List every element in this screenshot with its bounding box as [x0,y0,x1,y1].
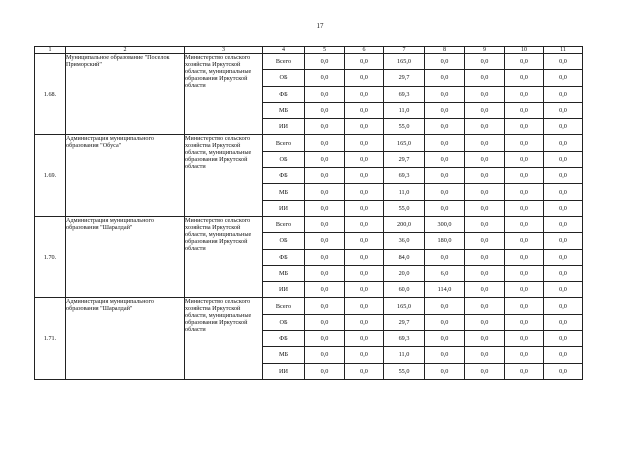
value-cell: 0,0 [305,184,345,200]
value-cell: 0,0 [544,200,583,216]
value-cell: 0,0 [345,265,384,281]
value-cell: 0,0 [505,135,544,151]
value-cell: 0,0 [425,331,465,347]
value-cell: 165,0 [384,298,425,314]
table-row [35,216,583,232]
value-cell: 0,0 [345,70,384,86]
value-cell: 0,0 [505,119,544,135]
column-number-row [35,47,583,54]
funding-source: ФБ [263,249,305,265]
value-cell: 0,0 [345,86,384,102]
value-cell: 0,0 [505,86,544,102]
value-cell: 0,0 [505,70,544,86]
funding-source: ФБ [263,168,305,184]
entry-name: Администрация муниципального образования "Обуса" [66,135,185,216]
entry-executor: Министерство сельского хозяйства Иркутской области, муниципальные образования Иркутской области [185,298,263,379]
value-cell: 0,0 [305,249,345,265]
column-number: 2 [66,47,185,54]
value-cell: 0,0 [544,282,583,298]
column-number: 7 [384,47,425,54]
entry-executor: Министерство сельского хозяйства Иркутской области, муниципальные образования Иркутской области [185,216,263,297]
value-cell: 0,0 [345,102,384,118]
value-cell: 0,0 [465,331,505,347]
value-cell: 0,0 [465,265,505,281]
value-cell: 0,0 [305,298,345,314]
funding-source: ОБ [263,314,305,330]
value-cell: 0,0 [345,314,384,330]
value-cell: 0,0 [544,184,583,200]
value-cell: 55,0 [384,363,425,379]
value-cell: 0,0 [345,168,384,184]
funding-source: Всего [263,135,305,151]
value-cell: 0,0 [425,200,465,216]
value-cell: 0,0 [544,314,583,330]
value-cell: 29,7 [384,70,425,86]
value-cell: 0,0 [305,200,345,216]
value-cell: 11,0 [384,347,425,363]
value-cell: 0,0 [345,184,384,200]
value-cell: 0,0 [345,282,384,298]
column-number: 6 [345,47,384,54]
table-row [35,298,583,314]
value-cell: 6,0 [425,265,465,281]
value-cell: 0,0 [544,151,583,167]
value-cell: 0,0 [425,151,465,167]
value-cell: 0,0 [305,216,345,232]
funding-source: ИИ [263,119,305,135]
value-cell: 0,0 [505,216,544,232]
value-cell: 0,0 [305,70,345,86]
value-cell: 300,0 [425,216,465,232]
value-cell: 0,0 [345,331,384,347]
value-cell: 0,0 [544,331,583,347]
value-cell: 0,0 [465,200,505,216]
value-cell: 0,0 [425,102,465,118]
value-cell: 0,0 [465,314,505,330]
value-cell: 0,0 [425,86,465,102]
value-cell: 0,0 [305,314,345,330]
value-cell: 0,0 [425,249,465,265]
value-cell: 20,0 [384,265,425,281]
value-cell: 0,0 [305,265,345,281]
value-cell: 11,0 [384,184,425,200]
funding-source: МБ [263,102,305,118]
value-cell: 0,0 [505,363,544,379]
value-cell: 0,0 [425,119,465,135]
value-cell: 0,0 [305,54,345,70]
value-cell: 0,0 [544,54,583,70]
entry-executor: Министерство сельского хозяйства Иркутской области, муниципальные образования Иркутской области [185,135,263,216]
value-cell: 55,0 [384,200,425,216]
value-cell: 0,0 [505,151,544,167]
value-cell: 0,0 [465,135,505,151]
value-cell: 0,0 [505,54,544,70]
value-cell: 0,0 [305,119,345,135]
funding-source: ОБ [263,151,305,167]
column-number: 5 [305,47,345,54]
value-cell: 29,7 [384,151,425,167]
value-cell: 0,0 [425,347,465,363]
column-number: 4 [263,47,305,54]
value-cell: 0,0 [425,363,465,379]
value-cell: 0,0 [345,200,384,216]
value-cell: 84,0 [384,249,425,265]
value-cell: 0,0 [465,249,505,265]
funding-source: ОБ [263,70,305,86]
value-cell: 0,0 [465,347,505,363]
value-cell: 0,0 [505,200,544,216]
value-cell: 0,0 [544,347,583,363]
column-number: 11 [544,47,583,54]
value-cell: 0,0 [544,233,583,249]
value-cell: 114,0 [425,282,465,298]
value-cell: 0,0 [505,168,544,184]
funding-source: Всего [263,298,305,314]
value-cell: 69,3 [384,86,425,102]
value-cell: 0,0 [544,168,583,184]
column-number: 3 [185,47,263,54]
value-cell: 0,0 [465,102,505,118]
value-cell: 0,0 [305,151,345,167]
value-cell: 0,0 [465,70,505,86]
table-body [35,54,583,380]
value-cell: 0,0 [425,54,465,70]
funding-source: ИИ [263,363,305,379]
value-cell: 36,0 [384,233,425,249]
value-cell: 0,0 [544,216,583,232]
entry-index: 1.69. [35,135,66,216]
value-cell: 0,0 [345,151,384,167]
value-cell: 69,3 [384,168,425,184]
value-cell: 0,0 [305,233,345,249]
entry-name: Администрация муниципального образования "Шаралдай" [66,298,185,379]
value-cell: 0,0 [305,347,345,363]
value-cell: 0,0 [425,298,465,314]
value-cell: 0,0 [505,347,544,363]
value-cell: 0,0 [505,233,544,249]
value-cell: 0,0 [544,363,583,379]
value-cell: 0,0 [425,135,465,151]
value-cell: 0,0 [345,298,384,314]
page-number: 17 [316,22,324,30]
value-cell: 0,0 [345,249,384,265]
value-cell: 180,0 [425,233,465,249]
value-cell: 0,0 [305,102,345,118]
value-cell: 69,3 [384,331,425,347]
value-cell: 0,0 [465,86,505,102]
value-cell: 0,0 [465,216,505,232]
value-cell: 0,0 [425,168,465,184]
program-table [34,46,583,380]
value-cell: 200,0 [384,216,425,232]
value-cell: 0,0 [465,151,505,167]
value-cell: 0,0 [305,168,345,184]
value-cell: 0,0 [544,249,583,265]
entry-index: 1.71. [35,298,66,379]
column-number: 8 [425,47,465,54]
funding-source: МБ [263,265,305,281]
value-cell: 0,0 [505,184,544,200]
value-cell: 11,0 [384,102,425,118]
value-cell: 0,0 [544,102,583,118]
value-cell: 0,0 [425,184,465,200]
table-row [35,54,583,70]
value-cell: 0,0 [505,331,544,347]
column-number: 1 [35,47,66,54]
funding-source: Всего [263,54,305,70]
value-cell: 0,0 [465,168,505,184]
value-cell: 0,0 [345,363,384,379]
entry-index: 1.68. [35,54,66,135]
value-cell: 0,0 [345,119,384,135]
funding-source: МБ [263,347,305,363]
value-cell: 0,0 [305,363,345,379]
value-cell: 0,0 [465,298,505,314]
value-cell: 29,7 [384,314,425,330]
value-cell: 0,0 [544,119,583,135]
value-cell: 0,0 [305,135,345,151]
value-cell: 0,0 [305,331,345,347]
value-cell: 0,0 [305,86,345,102]
value-cell: 0,0 [505,249,544,265]
value-cell: 0,0 [345,135,384,151]
value-cell: 165,0 [384,135,425,151]
value-cell: 0,0 [505,102,544,118]
value-cell: 0,0 [345,233,384,249]
value-cell: 0,0 [345,54,384,70]
value-cell: 165,0 [384,54,425,70]
value-cell: 0,0 [544,86,583,102]
funding-source: ФБ [263,86,305,102]
value-cell: 0,0 [465,54,505,70]
value-cell: 0,0 [465,282,505,298]
value-cell: 60,0 [384,282,425,298]
value-cell: 0,0 [505,282,544,298]
value-cell: 0,0 [544,265,583,281]
value-cell: 0,0 [505,314,544,330]
value-cell: 55,0 [384,119,425,135]
value-cell: 0,0 [425,70,465,86]
value-cell: 0,0 [305,282,345,298]
funding-source: ФБ [263,331,305,347]
value-cell: 0,0 [465,119,505,135]
funding-source: ИИ [263,200,305,216]
value-cell: 0,0 [345,216,384,232]
value-cell: 0,0 [345,347,384,363]
funding-source: ОБ [263,233,305,249]
entry-name: Администрация муниципального образования "Шаралдай" [66,216,185,297]
value-cell: 0,0 [544,70,583,86]
value-cell: 0,0 [544,135,583,151]
value-cell: 0,0 [425,314,465,330]
value-cell: 0,0 [465,233,505,249]
column-number: 10 [505,47,544,54]
value-cell: 0,0 [465,184,505,200]
table-row [35,135,583,151]
value-cell: 0,0 [505,298,544,314]
value-cell: 0,0 [465,363,505,379]
entry-executor: Министерство сельского хозяйства Иркутской области, муниципальные образования Иркутской области [185,54,263,135]
funding-source: ИИ [263,282,305,298]
column-number: 9 [465,47,505,54]
entry-index: 1.70. [35,216,66,297]
entry-name: Муниципальное образование "Поселок Приморский" [66,54,185,135]
funding-source: МБ [263,184,305,200]
value-cell: 0,0 [505,265,544,281]
value-cell: 0,0 [544,298,583,314]
funding-source: Всего [263,216,305,232]
